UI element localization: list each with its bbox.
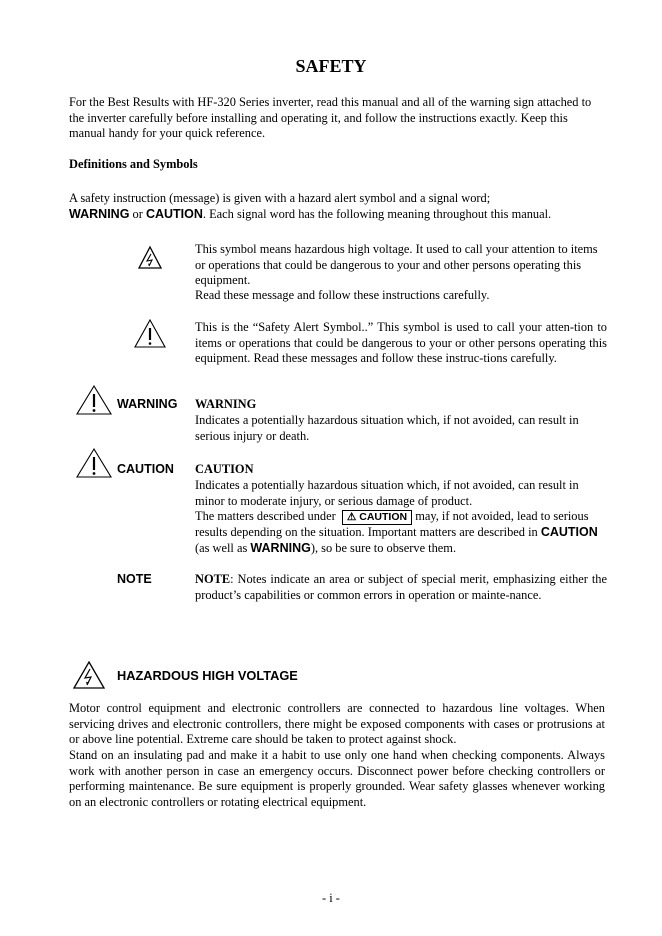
intro-paragraph: For the Best Results with HF-320 Series inverter, read this manual and all of the warning sign attached to the inverter carefully before installing and operating it, and follow the instructions exactly. Keep this manual handy for your quick reference. <box>69 95 592 140</box>
hazardous-voltage-heading: HAZARDOUS HIGH VOLTAGE <box>117 668 298 683</box>
hazardous-voltage-paragraph-1: Motor control equipment and electronic controllers are connected to hazardous line voltages. When servicing drives and electronic controllers, there might be exposed components with cases or protrusions at or above line potential. Extreme care should be taken to protect against shock. <box>69 701 605 746</box>
caution-box-icon: ⚠ <box>346 511 360 523</box>
voltage-symbol-description: This symbol means hazardous high voltage. It used to call your attention to items or operations that could be dangerous to your and other persons operating this equipment. <box>195 242 598 287</box>
caution-matters-caution: CAUTION <box>540 525 598 539</box>
definitions-intro-rest: . Each signal word has the following meaning throughout this manual. <box>202 207 552 221</box>
caution-box <box>342 510 412 525</box>
note-heading: NOTE <box>195 572 231 586</box>
high-voltage-symbol-icon <box>137 245 163 271</box>
caution-matters-intro: The matters described under <box>195 509 336 523</box>
warning-description: Indicates a potentially hazardous situation which, if not avoided, can result in serious injury or death. <box>195 413 579 443</box>
caution-description: Indicates a potentially hazardous situation which, if not avoided, can result in minor to moderate injury, or serious damage of product. <box>195 478 579 508</box>
caution-matters-paragraph <box>195 509 607 556</box>
caution-matters-warning: WARNING <box>250 540 311 555</box>
caution-heading: CAUTION <box>195 462 254 476</box>
or-word: or <box>129 207 146 221</box>
caution-matters-as-well: (as well as <box>195 540 251 555</box>
caution-box-label: CAUTION <box>359 511 408 523</box>
hazardous-voltage-icon <box>72 660 106 690</box>
warning-word: WARNING <box>69 207 130 221</box>
warning-heading: WARNING <box>195 397 257 411</box>
note-description: : Notes indicate an area or subject of special merit, emphasizing either the product’s capabilities or common errors in operation or mainte-nance. <box>195 572 607 602</box>
warning-alert-icon <box>75 384 113 416</box>
page-title: SAFETY <box>295 56 367 76</box>
caution-alert-icon <box>75 447 113 479</box>
alert-symbol-description: This is the “Safety Alert Symbol..” This symbol is used to call your atten-tion to items or operations that could be dangerous to your or other persons operating this equipment. Read these messages and follow these instruc-tions carefully. <box>195 320 607 365</box>
voltage-symbol-instruction: Read these message and follow these instructions carefully. <box>195 288 490 302</box>
caution-label: CAUTION <box>117 462 174 476</box>
caution-matters-middle: may, if not avoided, lead to serious results depending on the situation. Important matters are described in <box>195 509 589 539</box>
caution-word: CAUTION <box>145 207 203 221</box>
page-number: - i - <box>322 891 340 905</box>
definitions-intro-line-2 <box>69 207 605 223</box>
note-label: NOTE <box>117 572 152 586</box>
hazardous-voltage-paragraph-2: Stand on an insulating pad and make it a habit to use only one hand when checking components. Always work with another person in case an emergency occurs. Disconnect power before checking controllers or performing maintenance. Be sure equipment is properly grounded. Wear safety glasses whenever working on an electronic controllers or rotating electrical equipment. <box>69 748 605 809</box>
warning-label: WARNING <box>117 397 178 411</box>
definitions-intro-line-1: A safety instruction (message) is given with a hazard alert symbol and a signal word; <box>69 191 491 205</box>
safety-alert-symbol-icon <box>133 318 167 350</box>
caution-matters-end: ), so be sure to observe them. <box>310 540 457 555</box>
definitions-heading: Definitions and Symbols <box>69 157 198 171</box>
note-paragraph <box>195 572 607 603</box>
